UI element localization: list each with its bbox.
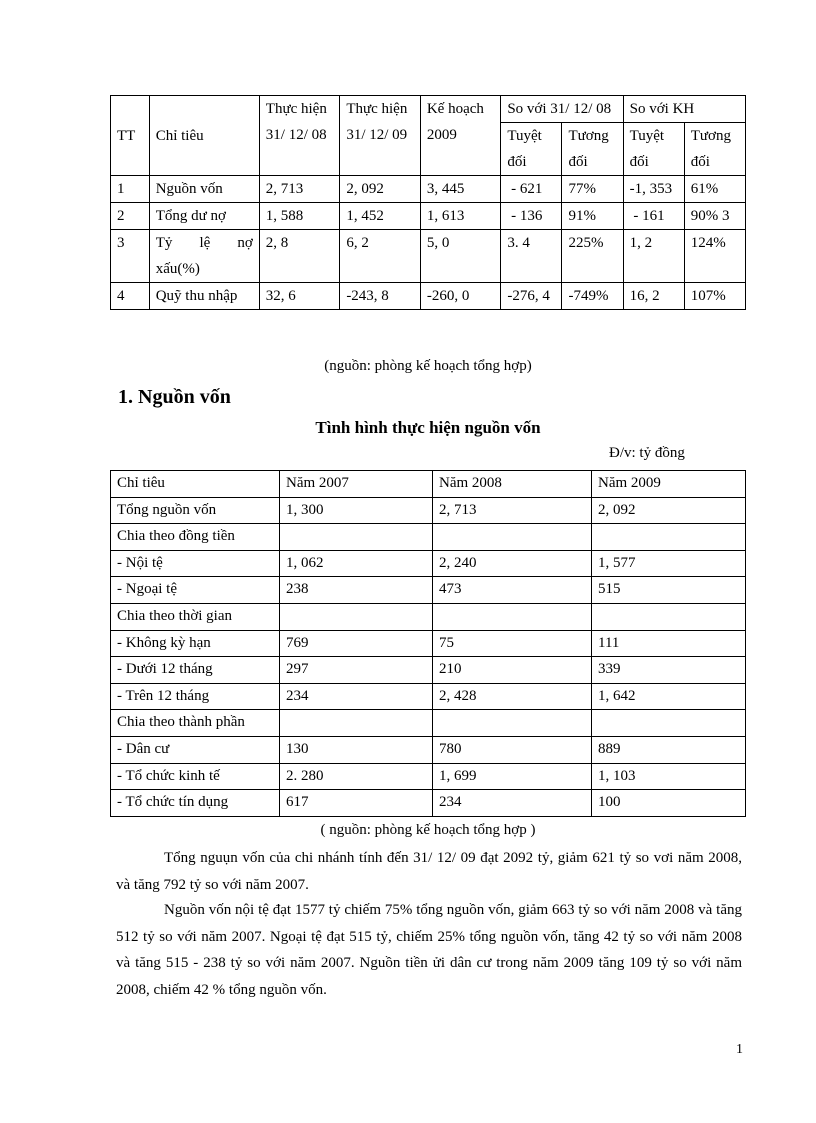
cell-value: 234 [280, 683, 433, 710]
cell-name: Quỹ thu nhập [149, 283, 259, 310]
cell-value: 77% [562, 176, 623, 203]
header-tuong-doi-2: Tương đối [684, 123, 745, 176]
cell-value: - 161 [623, 203, 684, 230]
cell-value: 1, 577 [592, 550, 746, 577]
table-row [111, 683, 746, 710]
cell-value: 2, 092 [592, 497, 746, 524]
cell-value: 238 [280, 577, 433, 604]
cell-name: - Không kỳ hạn [111, 630, 280, 657]
header-chi-tieu: Chỉ tiêu [149, 96, 259, 176]
header-so-voi-2008: So với 31/ 12/ 08 [501, 96, 623, 123]
unit-label: Đ/v: tỷ đồng [609, 445, 685, 461]
header-thuc-hien-2009: Thực hiện 31/ 12/ 09 [340, 96, 421, 176]
cell-value: 2, 092 [340, 176, 421, 203]
cell-name: - Dân cư [111, 736, 280, 763]
cell-name: Chia theo thời gian [111, 603, 280, 630]
cell-name: - Dưới 12 tháng [111, 657, 280, 684]
cell-value: 111 [592, 630, 746, 657]
header-tt: TT [111, 96, 150, 176]
table-row [111, 603, 746, 630]
cell-tt: 2 [111, 203, 150, 230]
cell-name: - Tổ chức tín dụng [111, 790, 280, 817]
cell-value: 124% [684, 230, 745, 283]
cell-value: 32, 6 [259, 283, 340, 310]
cell-value: 1, 2 [623, 230, 684, 283]
cell-name: Nguồn vốn [149, 176, 259, 203]
table-source-caption: ( nguồn: phòng kế hoạch tổng hợp ) [320, 822, 536, 838]
paragraph: Nguồn vốn nội tệ đạt 1577 tỷ chiếm 75% tổng nguồn vốn, giảm 663 tỷ so với năm 2008 và tăng 512 tỷ so với năm 2007. Ngoại tệ đạt 515 tỷ, chiếm 25% tổng nguồn vốn, tăng 42 tỷ so với năm 2008 và tăng 515 - 238 tỷ so với năm 2007. Nguồn tiền ửi dân cư trong năm 2009 tăng 109 tỷ so với năm 2008, chiếm 42 % tổng nguồn vốn. [116, 902, 742, 998]
table-row [111, 763, 746, 790]
cell-name: - Nội tệ [111, 550, 280, 577]
cell-value: 225% [562, 230, 623, 283]
section-heading: 1. Nguồn vốn [118, 386, 231, 408]
cell-name: - Ngoại tệ [111, 577, 280, 604]
header-tuong-doi-1: Tương đối [562, 123, 623, 176]
table-row [111, 577, 746, 604]
cell-value [592, 603, 746, 630]
table-row [111, 736, 746, 763]
cell-value: 473 [433, 577, 592, 604]
header-tuyet-doi-1: Tuyệt đối [501, 123, 562, 176]
cell-value [280, 603, 433, 630]
cell-value: 2, 240 [433, 550, 592, 577]
cell-tt: 3 [111, 230, 150, 283]
page-number: 1 [736, 1042, 743, 1057]
cell-value: 769 [280, 630, 433, 657]
cell-value: 339 [592, 657, 746, 684]
cell-value: 75 [433, 630, 592, 657]
cell-value [433, 524, 592, 551]
cell-value [592, 524, 746, 551]
cell-value: 515 [592, 577, 746, 604]
cell-value: 617 [280, 790, 433, 817]
cell-value: - 621 [501, 176, 562, 203]
cell-value: 1, 613 [420, 203, 501, 230]
cell-value [280, 524, 433, 551]
cell-value: 210 [433, 657, 592, 684]
header-so-voi-kh: So với KH [623, 96, 745, 123]
cell-value: -260, 0 [420, 283, 501, 310]
cell-value: 1, 588 [259, 203, 340, 230]
table-row [111, 230, 746, 283]
cell-value [592, 710, 746, 737]
cell-value: 1, 642 [592, 683, 746, 710]
header-tuyet-doi-2: Tuyệt đối [623, 123, 684, 176]
header-2009: Năm 2009 [592, 471, 746, 498]
cell-value: -1, 353 [623, 176, 684, 203]
cell-value: 234 [433, 790, 592, 817]
cell-value: 297 [280, 657, 433, 684]
cell-value: 100 [592, 790, 746, 817]
header-2007: Năm 2007 [280, 471, 433, 498]
cell-value: 1, 103 [592, 763, 746, 790]
header-2008: Năm 2008 [433, 471, 592, 498]
cell-value: 2, 713 [433, 497, 592, 524]
cell-value: 130 [280, 736, 433, 763]
performance-table [110, 95, 746, 310]
cell-value [433, 710, 592, 737]
table-row [111, 283, 746, 310]
cell-value: -749% [562, 283, 623, 310]
cell-value: -276, 4 [501, 283, 562, 310]
cell-name: - Tổ chức kinh tế [111, 763, 280, 790]
cell-value: 1, 452 [340, 203, 421, 230]
cell-value: 16, 2 [623, 283, 684, 310]
capital-table [110, 470, 746, 817]
cell-value [280, 710, 433, 737]
cell-value: 780 [433, 736, 592, 763]
cell-value: 1, 062 [280, 550, 433, 577]
table-header-row [111, 471, 746, 498]
table-row [111, 203, 746, 230]
table-row [111, 710, 746, 737]
cell-value: 2, 713 [259, 176, 340, 203]
cell-value: -243, 8 [340, 283, 421, 310]
cell-value: 107% [684, 283, 745, 310]
table-row [111, 630, 746, 657]
cell-value [433, 603, 592, 630]
table-row [111, 550, 746, 577]
cell-value: 2. 280 [280, 763, 433, 790]
cell-name: - Trên 12 tháng [111, 683, 280, 710]
cell-value: 91% [562, 203, 623, 230]
table-row [111, 524, 746, 551]
cell-value: 2, 428 [433, 683, 592, 710]
cell-value: - 136 [501, 203, 562, 230]
header-chi-tieu: Chỉ tiêu [111, 471, 280, 498]
header-ke-hoach: Kế hoạch 2009 [420, 96, 501, 176]
cell-name: Tổng nguồn vốn [111, 497, 280, 524]
cell-name: Tỷ lệ nợ xấu(%) [149, 230, 259, 283]
cell-value: 61% [684, 176, 745, 203]
cell-name: Tổng dư nợ [149, 203, 259, 230]
cell-tt: 4 [111, 283, 150, 310]
cell-value: 889 [592, 736, 746, 763]
table-row [111, 176, 746, 203]
cell-name: Chia theo thành phần [111, 710, 280, 737]
cell-value: 90% 3 [684, 203, 745, 230]
table-source-caption: (nguồn: phòng kế hoạch tổng hợp) [324, 358, 532, 374]
cell-value: 6, 2 [340, 230, 421, 283]
cell-value: 5, 0 [420, 230, 501, 283]
table-title: Tình hình thực hiện nguồn vốn [315, 418, 541, 437]
cell-value: 2, 8 [259, 230, 340, 283]
header-thuc-hien-2008: Thực hiện 31/ 12/ 08 [259, 96, 340, 176]
cell-name: Chia theo đồng tiền [111, 524, 280, 551]
cell-value: 1, 699 [433, 763, 592, 790]
cell-value: 1, 300 [280, 497, 433, 524]
table-row [111, 657, 746, 684]
table-row [111, 497, 746, 524]
paragraph: Tổng nguụn vốn của chi nhánh tính đến 31/ 12/ 09 đạt 2092 tỷ, giảm 621 tỷ so vơi năm 2008, và tăng 792 tỷ so với năm 2007. [116, 850, 742, 893]
table-row [111, 790, 746, 817]
cell-value: 3. 4 [501, 230, 562, 283]
cell-tt: 1 [111, 176, 150, 203]
cell-value: 3, 445 [420, 176, 501, 203]
